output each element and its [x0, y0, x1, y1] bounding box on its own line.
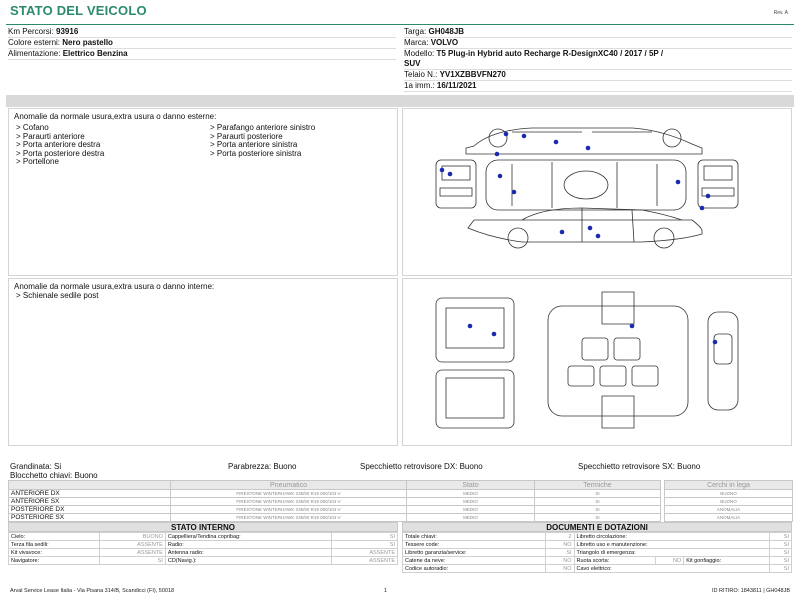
footer-page-number: 1 — [384, 588, 388, 594]
damage-item: > Porta anteriore destra — [16, 140, 101, 149]
tyres-table — [8, 480, 661, 522]
table-row: Codice autoradio: NO Cavo elettrico: SI — [403, 565, 792, 573]
table-row: Totale chiavi: 2 Libretto circolazione: SI — [403, 533, 792, 541]
km-row: Km Percorsi: 93916 — [8, 27, 396, 38]
rim-status: ANOMALIA — [665, 506, 793, 514]
damage-item: > Paraurti anteriore — [16, 131, 85, 141]
page-title: STATO DEL VEICOLO — [10, 3, 147, 18]
damage-item: > Porta posteriore destra — [16, 148, 105, 158]
colore-row: Colore esterni: Nero pastello — [8, 38, 396, 49]
targa-row: Targa: GH048JB — [404, 27, 792, 38]
specchietto-sx-status: Specchietto retrovisore SX: Buono — [578, 462, 701, 471]
tyres-header-pneumatico: Pneumatico — [171, 481, 407, 490]
table-row: Kit vivavoce: ASSENTE Antenna radio: ASSENTE — [9, 549, 398, 557]
modello-row: Modello: T5 Plug-in Hybrid auto Recharge R-DesignXC40 / 2017 / 5P / — [404, 49, 664, 58]
section-separator-bar — [6, 95, 794, 107]
external-damage-list-left — [16, 124, 206, 167]
km-value: 93916 — [56, 27, 79, 36]
table-row: Catene da neve: NO Ruota scorta: NO Kit gonfiaggio: SI — [403, 557, 792, 565]
stato-interno-table — [8, 532, 398, 565]
rims-header: Cerchi in lega — [665, 481, 793, 490]
rims-table — [664, 480, 793, 522]
damage-item: > Cofano — [16, 123, 49, 132]
immatricolazione-value: 16/11/2021 — [436, 81, 477, 90]
table-row: POSTERIORE DX FIRESTONE WINTERHAWK 235/50 R19 000/103 V MEDIO SI — [9, 506, 661, 514]
damage-item: > Porta anteriore sinistra — [210, 140, 298, 149]
footer-company: Arval Service Lease Italia - Via Pisana 314/B, Scandicci (FI), 50018 — [10, 588, 175, 594]
alimentazione-value: Elettrico Benzina — [62, 49, 128, 58]
marca-value: VOLVO — [430, 38, 459, 47]
internal-damage-title: Anomalie da normale usura,extra usura o danno interne: — [14, 282, 215, 291]
table-row: Tessere code: NO Libretto uso e manutenzione: SI — [403, 541, 792, 549]
damage-item: > Paraurti posteriore — [210, 131, 283, 141]
immatricolazione-row: 1a imm.: 16/11/2021 — [404, 81, 792, 92]
damage-item: > Schienale sedile post — [16, 291, 99, 300]
external-damage-list-right — [210, 124, 398, 158]
external-damage-title: Anomalie da normale usura,extra usura o danno esterne: — [14, 112, 217, 121]
footer-id: ID RITIRO: 1843811 | GH048JB — [711, 588, 790, 594]
marca-row: Marca: VOLVO — [404, 38, 792, 49]
table-row: ANTERIORE DX FIRESTONE WINTERHAWK 235/50 R19 000/103 V MEDIO SI — [9, 490, 661, 498]
tyres-header-termiche: Termiche — [535, 481, 661, 490]
tyres-header-row — [9, 481, 661, 490]
alimentazione-row: Alimentazione: Elettrico Benzina — [8, 49, 396, 60]
rim-status: ANOMALIA — [665, 514, 793, 522]
grandinata-status: Grandinata: Si — [10, 462, 62, 471]
interior-car-diagram — [402, 278, 792, 446]
parabrezza-status: Parabrezza: Buono — [228, 462, 297, 471]
telaio-row: Telaio N.: YV1XZBBVFN270 — [404, 70, 792, 81]
damage-item: > Parafango anteriore sinistro — [210, 123, 316, 132]
table-row: ANTERIORE SX FIRESTONE WINTERHAWK 235/50 R19 000/103 V MEDIO SI — [9, 498, 661, 506]
modello-value-2: SUV — [404, 59, 421, 68]
modello-value: T5 Plug-in Hybrid auto Recharge R-DesignXC40 / 2017 / 5P / — [436, 49, 664, 58]
revision-label: Rev. A — [773, 10, 788, 16]
documenti-table — [402, 532, 792, 573]
documenti-title: DOCUMENTI E DOTAZIONI — [402, 522, 792, 532]
exterior-car-diagram — [402, 108, 792, 276]
modello-row-2 — [404, 59, 792, 70]
table-row: Libretto garanzia/service: SI Triangolo di emergenza: SI — [403, 549, 792, 557]
telaio-value: YV1XZBBVFN270 — [439, 70, 506, 79]
header-divider — [6, 24, 794, 25]
tyres-header-stato: Stato — [407, 481, 535, 490]
internal-damage-panel — [8, 278, 398, 446]
blocchetto-status: Blocchetto chiavi: Buono — [10, 471, 98, 480]
targa-value: GH048JB — [428, 27, 465, 36]
table-row: Navigatore: SI CD(Navig.): ASSENTE — [9, 557, 398, 565]
specchietto-dx-status: Specchietto retrovisore DX: Buono — [360, 462, 483, 471]
colore-value: Nero pastello — [62, 38, 113, 47]
table-row: Cielo: BUONO Cappelliera/Tendina copribag: SI — [9, 533, 398, 541]
damage-item: > Portellone — [16, 157, 59, 166]
table-row: POSTERIORE SX FIRESTONE WINTERHAWK 235/50 R19 000/103 V MEDIO SI — [9, 514, 661, 522]
rim-status: BUONO — [665, 490, 793, 498]
stato-interno-title: STATO INTERNO — [8, 522, 398, 532]
internal-damage-list — [16, 292, 396, 301]
tyres-header-position — [9, 481, 171, 490]
rim-status: BUONO — [665, 498, 793, 506]
damage-item: > Porta posteriore sinistra — [210, 148, 302, 158]
table-row: Terza fila sedili: ASSENTE Radio: SI — [9, 541, 398, 549]
